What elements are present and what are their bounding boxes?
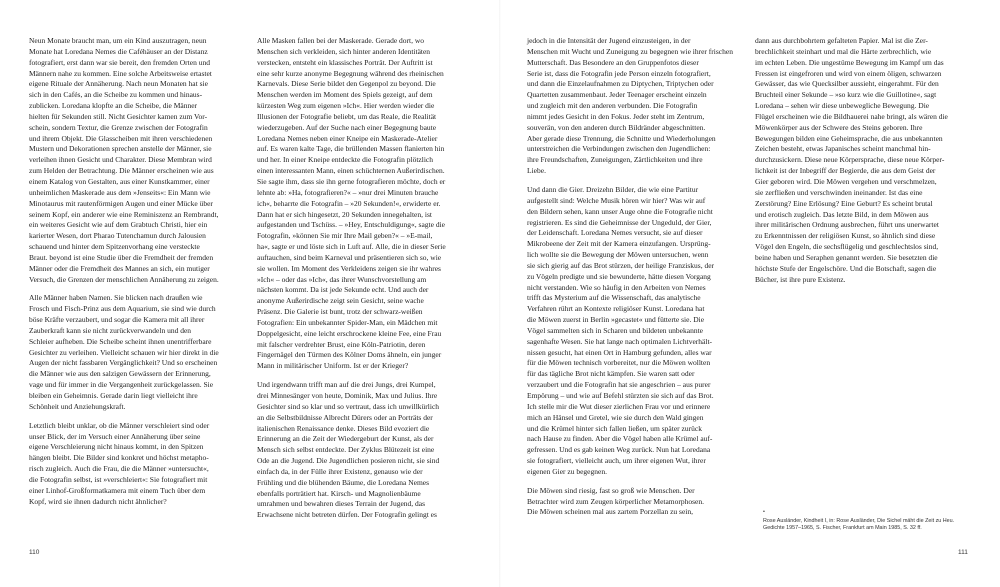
text-line: Bewegungen bilden eine Geheimsprache, die aus unbekannten bbox=[755, 133, 943, 143]
text-line: sie sich gierig auf das Brot stürzen, der heilige Franziskus, der bbox=[527, 260, 715, 270]
text-line: Gier geboren wird. Die Möwen vergehen und verschmelzen, bbox=[755, 176, 937, 186]
text-line: lich wollte sie die Bewegung der Möwen untersuchen, wenn bbox=[527, 250, 709, 260]
text-line: Mikrobeene der Zeit mit der Kamera einzufangen. Ursprüng- bbox=[527, 239, 711, 249]
text-line: ihre Freundschaften, Zuneigungen, Zärtlichkeiten und ihre bbox=[527, 155, 703, 165]
text-line: sie fotografiert, vielleicht auch, um ihrer eigenen Wut, ihrer bbox=[527, 456, 706, 466]
text-line: im echten Leben. Die ungestüme Bewegung im Kampf um das bbox=[755, 57, 944, 67]
right-page-column-2 bbox=[755, 36, 970, 293]
text-line: bleiben ein Geheimnis. Gerade darin liegt vielleicht ihre bbox=[29, 391, 198, 400]
text-line: Bücher, ist ihre pure Existenz. bbox=[755, 274, 846, 284]
right-page-column-1 bbox=[527, 36, 745, 526]
text-line: nicht verstanden. Wie so häufig in den Arbeiten von Nemes bbox=[527, 282, 706, 292]
text-line: gefressen. Und es gab keinen Weg zurück. Nun hat Loredana bbox=[527, 445, 711, 455]
text-line: Zerstörung? Eine Erlösung? Eine Geburt? Es scheint brutal bbox=[755, 198, 933, 208]
text-line: nimmt jedes Gesicht in den Fokus. Jeder steht im Zentrum, bbox=[527, 111, 705, 121]
text-line: Menschen sich verkleiden, sich hinter anderen Identitäten bbox=[257, 46, 431, 56]
text-line: Zeichen besteht, etwas Japanisches scheint manchmal hin- bbox=[755, 144, 931, 154]
text-line: Und dann die Gier. Dreizehn Bilder, die wie eine Partitur bbox=[527, 184, 699, 194]
text-line: die Männer wie aus den salzigen Gewässern der Erinnerung, bbox=[29, 369, 211, 379]
paragraph bbox=[29, 36, 247, 285]
text-line: anonyme Außerirdische zeigt sein Gesicht, seine wache bbox=[257, 296, 424, 306]
paragraph bbox=[29, 421, 247, 508]
text-line: trifft das Mysterium auf die Wissenschaft, das analytische bbox=[527, 293, 701, 303]
text-line: für das tägliche Brot nicht kämpfen. Sie waren satt oder bbox=[527, 369, 695, 379]
text-line: zu Vögeln predigte und sie bewunderte, hätte diesen Vorgang bbox=[527, 271, 711, 281]
text-line: eigenen Gier zu begegnen. bbox=[527, 466, 607, 476]
text-line: Aber gerade diese Trennung, die Schnitte und Wiederholungen bbox=[527, 133, 716, 143]
text-line: Verfahren rührt an Kontexte religiöser Kunst. Loredana hat bbox=[527, 304, 705, 314]
text-line: für die Möwen technisch vorbereitet, nur die Möwen wollten bbox=[527, 358, 711, 368]
text-line: mit falscher verdrehter Brust, eine Köln-Patriotin, deren bbox=[257, 339, 426, 349]
text-line: Frühling und die blühenden Bäume, die Loredana Nemes bbox=[257, 477, 430, 487]
text-line: Schönheit und Anziehungskraft. bbox=[29, 401, 126, 411]
text-line: Monate hat Loredana Nemes die Caféhäuser an der Distanz bbox=[29, 46, 208, 56]
text-line: Männern nahe zu kommen. Eine solche Arbeitsweise ertastet bbox=[29, 68, 212, 78]
text-line: Bruchteil einer Sekunde – »so kurz wie die Guillotine«, sagt bbox=[755, 90, 937, 100]
text-line: Die Möwen scheinen mal aus zartem Porzellan zu sein, bbox=[527, 507, 693, 517]
paragraph bbox=[257, 36, 475, 372]
text-line: Alle Masken fallen bei der Maskerade. Gerade dort, wo bbox=[257, 36, 425, 45]
text-line: sich in den Cafés, an die Scheibe zu kommen und hinaus- bbox=[29, 90, 203, 100]
text-line: brechlichkeit steinhart und mal die Härte zerbrechlich, wie bbox=[755, 46, 932, 56]
text-line: an die Selbstbildnisse Albrecht Dürers oder an Porträts der bbox=[257, 412, 433, 422]
text-line: den Bildern sehen, kann unser Auge ohne die Fotografie nicht bbox=[527, 206, 713, 216]
text-line: beine haben und Seraphen genannt werden. Sie besetzten die bbox=[755, 252, 938, 262]
text-line: Menschen werden im Moment des Spiels gezeigt, auf dem bbox=[257, 90, 433, 100]
text-line: zum Helden der Betrachtung. Die Männer erscheinen wie aus bbox=[29, 166, 214, 176]
text-line: umrahmen und bewahren dieses Terrain der Jugend, das bbox=[257, 499, 426, 509]
footnote bbox=[763, 509, 973, 533]
text-line: Frosch und Fisch-Prinz aus dem Aquarium, sie sind wie durch bbox=[29, 304, 216, 314]
text-line: Erinnerung an die Zeit der Wiedergeburt der Kunst, als der bbox=[257, 434, 434, 444]
text-line: einen interessanten Mann, einen schüchternen Außerirdischen. bbox=[257, 166, 445, 176]
text-line: und zugleich mit den anderen verbunden. Die Fotografin bbox=[527, 101, 698, 111]
text-line: und dann die Einzelaufnahmen zu Diptychen, Triptychen oder bbox=[527, 79, 714, 89]
text-line: unheimlichen Maskerade aus dem »Jenseits«: Ein Mann wie bbox=[29, 187, 211, 197]
text-line: italienischen Renaissance denke. Dieses Bild evoziert die bbox=[257, 423, 430, 433]
text-line: Gesichter sind so klar und so vertraut, dass ich unwillkürlich bbox=[257, 401, 440, 411]
text-line: fotografiert, erst dann war sie bereit, den fremden Orten und bbox=[29, 57, 210, 67]
text-line: Mann in militärischer Uniform. Ist er der Krieger? bbox=[257, 361, 409, 371]
text-line: Und irgendwann trifft man auf die drei Jungs, drei Kumpel, bbox=[257, 380, 436, 390]
text-line: Serie ist, dass die Fotografin jede Person einzeln fotografiert, bbox=[527, 68, 711, 78]
text-line: auftauchen, sind beim Karneval und präsentieren sich so, wie bbox=[257, 252, 442, 262]
text-line: drei Minnesänger von heute, Dominik, Max und Julius. Ihre bbox=[257, 391, 438, 400]
text-line: hielten für Sekunden still. Nicht Gesichter kamen zum Vor- bbox=[29, 111, 208, 121]
text-line: dann aus durchbohrtem gefalteten Papier. Mal ist die Zer- bbox=[755, 36, 928, 45]
text-line: seinem Kopf, ein anderer wie eine Reminiszenz an Rembrandt, bbox=[29, 209, 219, 219]
text-line: die Fotografin selbst, ist »verschleiert«: Sie fotografiert mit bbox=[29, 474, 208, 484]
text-line: nach Hause zu finden. Aber die Vögel haben alle Krümel auf- bbox=[527, 434, 713, 444]
text-line: Mensch sich selbst entdeckte. Der Zyklus Blütezeit ist eine bbox=[257, 445, 435, 455]
text-line: Minotaurus mit rautenförmigen Augen und einer Mücke über bbox=[29, 198, 213, 208]
text-line: Dann hat er sich hingesetzt, 20 Sekunden innegehalten, ist bbox=[257, 209, 432, 219]
text-line: eine sehr kurze anonyme Begegnung während des rheinischen bbox=[257, 68, 444, 78]
text-line: Empörung – und wie auf Befehl stürzten sie sich auf das Brot. bbox=[527, 391, 714, 400]
text-line: nissen gesucht, hat einen Ort in Hamburg gefunden, alles war bbox=[527, 347, 712, 357]
text-line: und ihrem Objekt. Die Glasscheiben mit ihren verschiedenen bbox=[29, 133, 213, 143]
text-line: schauend und hinter dem Spitzenvorhang eine versteckte bbox=[29, 242, 200, 252]
text-line: unterstreichen die Verbindungen zwischen den Jugendlichen: bbox=[527, 144, 711, 154]
text-line: eigene Verschleierung nicht hinaus kommt, in den Spitzen bbox=[29, 442, 204, 452]
text-line: karierter Wesen, dort Pharao Tutenchamun durch Jalousien bbox=[29, 231, 206, 241]
text-line: verleihen ihnen Gesicht und Charakter. Diese Membran wird bbox=[29, 155, 212, 165]
text-line: ein weiteres Gesicht wie auf dem Grabtuch Christi, hier ein bbox=[29, 220, 208, 230]
text-line: Loredana – sehen wir diese unbewegliche Bewegung. Die bbox=[755, 101, 930, 111]
text-line: Fotografin, »können Sie mir Ihre Mail geben?« – »E-mail, bbox=[257, 231, 433, 241]
text-line: eigene Rituale der Annäherung. Nach neun Monaten hat sie bbox=[29, 79, 208, 89]
footnote-mark: • bbox=[763, 509, 765, 515]
page-number-left: 110 bbox=[29, 549, 40, 556]
text-line: jedoch in die Intensität der Jugend einzusteigen, in der bbox=[527, 36, 691, 45]
text-line: Neun Monate braucht man, um ein Kind auszutragen, neun bbox=[29, 36, 207, 45]
paragraph bbox=[527, 486, 745, 519]
text-line: Präsenz. Die Galerie ist bunt, trotz der schwarz-weißen bbox=[257, 307, 423, 317]
text-line: schein, sondern Textur, die Grenze zwischen der Fotografin bbox=[29, 122, 208, 132]
paragraph bbox=[527, 185, 745, 478]
text-line: Die Möwen sind riesig, fast so groß wie Menschen. Der bbox=[527, 485, 695, 495]
text-line: und die Krümel hinter sich fallen ließen, um später zurück bbox=[527, 423, 702, 433]
text-line: Doppelgesicht, eine leicht erschrockene kleine Fee, eine Frau bbox=[257, 328, 442, 338]
text-line: Fingernägel den Türmen des Kölner Doms ähneln, ein junger bbox=[257, 350, 442, 360]
text-line: kürzesten Weg zum eigenen »Ich«. Hier werden wieder die bbox=[257, 101, 435, 111]
text-line: »Ich« – oder das »Ich«, das ihrer Wunschvorstellung am bbox=[257, 274, 427, 284]
text-line: Fressen ist eingefroren und wird von einem öligen, schwarzen bbox=[755, 68, 942, 78]
text-line: ha«, sagte er und löste sich in Luft auf. Alle, die in dieser Serie bbox=[257, 242, 446, 252]
text-line: lichkeit ist der Inbegriff der Begierde, die aus dem Geist der bbox=[755, 166, 936, 176]
text-line: verstecken, entsteht ein klassisches Porträt. Der Auftritt ist bbox=[257, 57, 433, 67]
text-line: nächsten kommt. Da ist jede Sekunde echt. Und auch der bbox=[257, 285, 429, 295]
left-page-column-1 bbox=[29, 36, 247, 515]
text-line: hängen bleibt. Die Bilder sind konkret und höchst metapho- bbox=[29, 453, 209, 463]
text-line: Möwenkörper aus der Schwere des Steins geboren. Ihre bbox=[755, 122, 923, 132]
text-line: Schleier aufheben. Die Scheibe scheint ihnen unentrifferbare bbox=[29, 336, 212, 346]
text-line: Erwachsene nicht betreten dürfen. Der Fotografin gelingt es bbox=[257, 510, 437, 520]
text-line: verzaubert und die Fotografin hat sie angeschrien – aus purer bbox=[527, 380, 711, 390]
text-line: und erotisch zugleich. Das letzte Bild, in dem Möwen aus bbox=[755, 209, 929, 219]
text-line: Männer oder die Fremdheit des Mannes an sich, ein mutiger bbox=[29, 263, 210, 273]
text-line: Vögel den Engeln, die sechsflügelig und geschlechtslos sind, bbox=[755, 242, 939, 252]
text-line: Menschen mit Wucht und Zuneigung zu begegnen wie ihrer frischen bbox=[527, 46, 733, 56]
text-line: sie zerfließen und verschwinden ineinander. Ist das eine bbox=[755, 187, 923, 197]
text-line: Mutterschaft. Das Besondere an den Gruppenfotos dieser bbox=[527, 57, 699, 67]
text-line: Liebe. bbox=[527, 166, 546, 176]
text-line: Flügel erscheinen wie die Bildhauerei nahe bringt, als wären die bbox=[755, 111, 948, 121]
text-line: Sie sagte ihm, dass sie ihn gerne fotografieren möchte, doch er bbox=[257, 176, 446, 186]
text-line: die Möwen zuerst in Berlin »gecastet« und fütterte sie. Die bbox=[527, 315, 705, 325]
text-line: Augen der nicht fassbaren Vergänglichkeit? Und so erscheinen bbox=[29, 358, 218, 368]
paragraph bbox=[29, 293, 247, 412]
text-line: ebenfalls porträtiert hat. Kirsch- und Magnolienbäume bbox=[257, 488, 421, 498]
text-line: Kopf, wird sie ihnen dadurch nicht ähnlicher? bbox=[29, 496, 167, 506]
text-line: Fotografien: Ein unbekannter Spider-Man, ein Mädchen mit bbox=[257, 317, 438, 327]
paragraph bbox=[755, 36, 970, 285]
text-line: Karnevals. Diese Serie bildet den Gegenpol zu beyond. Die bbox=[257, 79, 436, 89]
text-line: aufgestellt sind: Welche Musik hören wir hier? Was wir auf bbox=[527, 195, 706, 205]
text-line: Letztlich bleibt unklar, ob die Männer verschleiert sind oder bbox=[29, 420, 210, 430]
text-line: zublicken. Loredana klopfte an die Scheibe, die Männer bbox=[29, 101, 198, 111]
text-line: Quartetten zusammenbaut. Jeder Teenager erscheint einzeln bbox=[527, 90, 707, 100]
text-line: risch zugleich. Auch die Frau, die die Männer »untersucht«, bbox=[29, 464, 209, 474]
text-line: höchste Stufe der Engelschöre. Und die Botschaft, sagen die bbox=[755, 263, 937, 273]
text-line: unser Blick, der im Versuch einer Annäherung über seine bbox=[29, 431, 201, 441]
page-number-right: 111 bbox=[958, 549, 968, 556]
text-line: Ode an die Jugend. Die Jugendlichen posieren nicht, sie sind bbox=[257, 456, 440, 466]
text-line: vage und für immer in die Vergangenheit zurückgelassen. Sie bbox=[29, 380, 214, 390]
text-line: Braut. beyond ist eine Studie über die Fremdheit der fremden bbox=[29, 252, 214, 262]
text-line: auf. Es waren kalte Tage, die brüllenden Massen flanierten hin bbox=[257, 144, 445, 154]
text-line: mich an Hänsel und Gretel, wie sie durch den Wald gingen bbox=[527, 412, 704, 422]
text-line: böse Kräfte verzaubert, und sogar die Kamera mit all ihrer bbox=[29, 315, 205, 325]
paragraph bbox=[257, 380, 475, 521]
text-line: Gewässer, das wie Quecksilber aussieht, eingerahmt. Für den bbox=[755, 79, 939, 89]
text-line: der Leidenschaft. Loredana Nemes versucht, sie auf dieser bbox=[527, 228, 703, 238]
text-line: ihrer militärischen Ordnung ausbrechen, führt uns unerwartet bbox=[755, 220, 939, 230]
text-line: einer Linhof-Großformatkamera mit einem Tuch über dem bbox=[29, 485, 206, 495]
text-line: Mustern und Dekorationen sprechen anstelle der Männer, sie bbox=[29, 144, 212, 154]
text-line: Vögel sammelten sich in Scharen und bildeten unbekannte bbox=[527, 325, 703, 335]
text-line: sagenhafte Wesen. Sie hat lange nach optimalen Lichtverhält- bbox=[527, 336, 713, 346]
footnote-line: Rose Ausländer, Kindheit I, in: Rose Ausländer, Die Sichel mäht die Zeit zu Heu. bbox=[763, 518, 955, 525]
text-line: Illusionen der Fotografie beliebt, um das Reale, die Realität bbox=[257, 111, 437, 121]
text-line: einem Katalog von Gestalten, aus einer Kunstkammer, einer bbox=[29, 176, 210, 186]
text-line: durchzusickern. Diese neue Körpersprache, diese neue Körper- bbox=[755, 155, 945, 165]
text-line: und her. In einer Kneipe entdeckte die Fotografin plötzlich bbox=[257, 155, 433, 165]
text-line: ich«, beharrte die Fotografin – »20 Sekunden!«, erwiderte er. bbox=[257, 198, 441, 208]
text-line: souverän, von den anderen durch Bildränder abgeschnitten. bbox=[527, 122, 706, 132]
paragraph bbox=[527, 36, 745, 177]
page-gutter bbox=[499, 0, 501, 587]
text-line: Versuch, die Grenzen der menschlichen Annäherung zu zeigen. bbox=[29, 274, 219, 284]
text-line: Zauberkraft kann sie nicht zurückverwandeln und den bbox=[29, 325, 192, 335]
text-line: wiederzugeben. Auf der Suche nach einer Begegnung baute bbox=[257, 122, 437, 132]
text-line: aufgestanden und Tschüss. – »Hey, Entschuldigung«, sagte die bbox=[257, 220, 445, 230]
text-line: sie wollen. Im Moment des Verkleidens zeigen sie ihr wahres bbox=[257, 263, 441, 273]
text-line: Betrachter wird zum Zeugen körperlicher Metamorphosen. bbox=[527, 496, 705, 506]
text-line: lehnte ab: »Ha, fotografieren?« – »nur drei Minuten brauche bbox=[257, 187, 439, 197]
text-line: Loredana Nemes neben einer Kneipe ein Maskerade-Atelier bbox=[257, 133, 438, 143]
text-line: Alle Männer haben Namen. Sie blicken nach draußen wie bbox=[29, 293, 203, 303]
footnote-line: Gedichte 1957–1965, S. Fischer, Frankfurt am Main 1985, S. 32 ff. bbox=[763, 525, 922, 532]
text-line: Gesichter zu verleihen. Vielleicht schauen wir hier direkt in die bbox=[29, 347, 219, 357]
text-line: zu Erkenntnissen der religiösen Kunst, so ähnlich sind diese bbox=[755, 231, 936, 241]
left-page-column-2 bbox=[257, 36, 475, 529]
text-line: registrieren. Es sind die Geheimnisse der Ungeduld, der Gier, bbox=[527, 217, 712, 227]
text-line: einfach da, in der Fülle ihrer Existenz, genauso wie der bbox=[257, 466, 423, 476]
text-line: Ich stelle mir die Wut dieser zierlichen Frau vor und erinnere bbox=[527, 401, 711, 411]
